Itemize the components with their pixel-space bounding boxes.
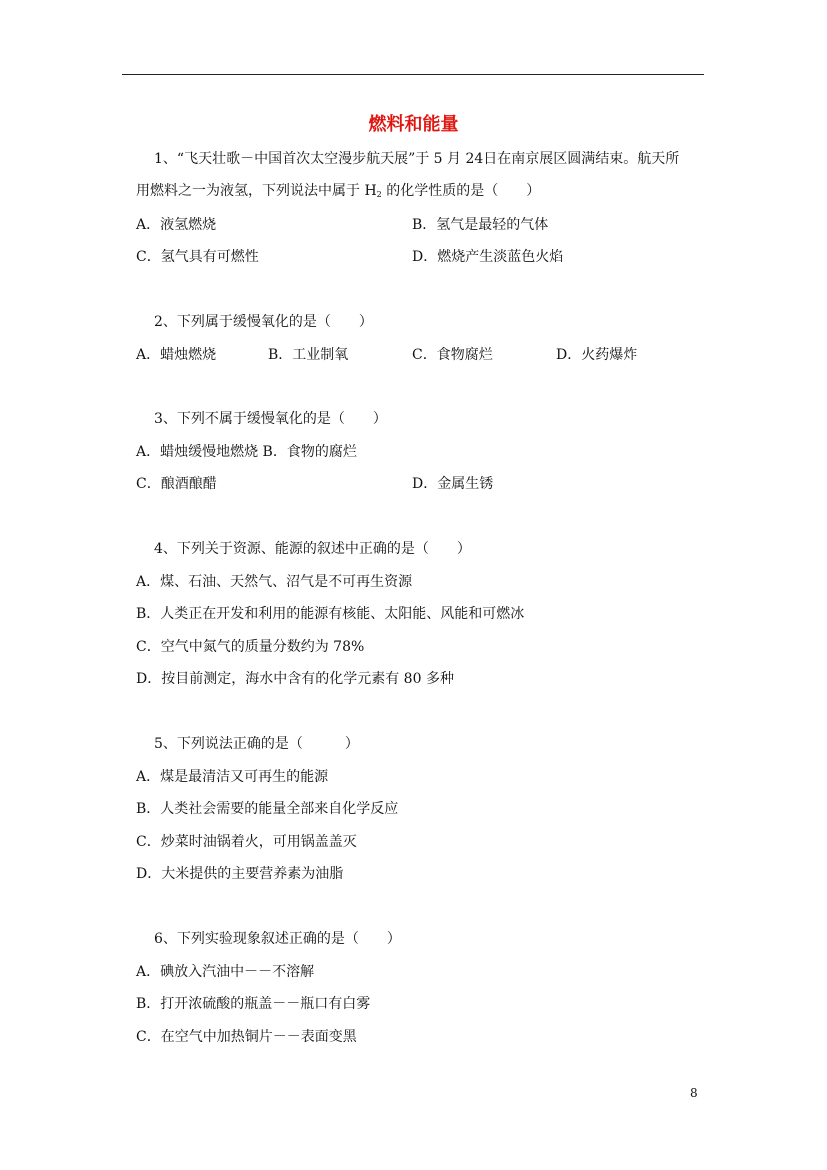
q1-option-c: C．氢气具有可燃性 <box>136 249 259 265</box>
q4-stem: 4、下列关于资源、能源的叙述中正确的是（ ） <box>154 541 471 557</box>
q3-option-c: C．酿酒酿醋 <box>136 476 217 492</box>
q3-option-ab: A．蜡烛缓慢地燃烧 B．食物的腐烂 <box>136 444 357 460</box>
q5-option-a: A．煤是最清洁又可再生的能源 <box>136 769 329 785</box>
q3-option-d: D．金属生锈 <box>412 476 494 492</box>
page-number: 8 <box>690 1086 698 1100</box>
q2-option-a: A．蜡烛燃烧 <box>136 347 217 363</box>
q5-option-d: D．大米提供的主要营养素为油脂 <box>136 866 344 882</box>
q5-option-c: C．炒菜时油锅着火，可用锅盖盖灭 <box>136 834 357 850</box>
q4-option-a: A．煤、石油、天然气、沼气是不可再生资源 <box>136 574 413 590</box>
q5-option-b: B．人类社会需要的能量全部来自化学反应 <box>136 801 399 817</box>
q6-option-c: C．在空气中加热铜片－－表面变黑 <box>136 1029 357 1045</box>
header-rule <box>122 74 704 75</box>
q1-option-d: D．燃烧产生淡蓝色火焰 <box>412 249 564 265</box>
q4-option-b: B．人类正在开发和利用的能源有核能、太阳能、风能和可燃冰 <box>136 606 525 622</box>
q4-option-c: C．空气中氮气的质量分数约为 78% <box>136 639 365 655</box>
q6-option-a: A．碘放入汽油中－－不溶解 <box>136 964 315 980</box>
q2-stem: 2、下列属于缓慢氧化的是（ ） <box>154 314 373 330</box>
q2-option-b: B．工业制氧 <box>268 347 349 363</box>
q4-option-d: D．按目前测定，海水中含有的化学元素有 80 多种 <box>136 671 454 687</box>
page-title: 燃料和能量 <box>368 114 459 135</box>
q5-stem: 5、下列说法正确的是（ ） <box>154 736 359 752</box>
q1-stem-line1: 1、“飞天壮歌－中国首次太空漫步航天展”于 5 月 24日在南京展区圆满结束。航天所 <box>154 151 680 167</box>
q6-option-b: B．打开浓硫酸的瓶盖－－瓶口有白雾 <box>136 996 371 1012</box>
q1-option-a: A．液氢燃烧 <box>136 217 217 233</box>
q6-stem: 6、下列实验现象叙述正确的是（ ） <box>154 931 401 947</box>
q2-option-d: D．火药爆炸 <box>556 347 638 363</box>
q1-option-b: B．氢气是最轻的气体 <box>412 217 549 233</box>
q1-stem-line2: 用燃料之一为液氢，下列说法中属于 $H_2$ 的化学性质的是（ ） <box>136 183 541 199</box>
q3-stem: 3、下列不属于缓慢氧化的是（ ） <box>154 411 387 427</box>
q2-option-c: C．食物腐烂 <box>412 347 493 363</box>
